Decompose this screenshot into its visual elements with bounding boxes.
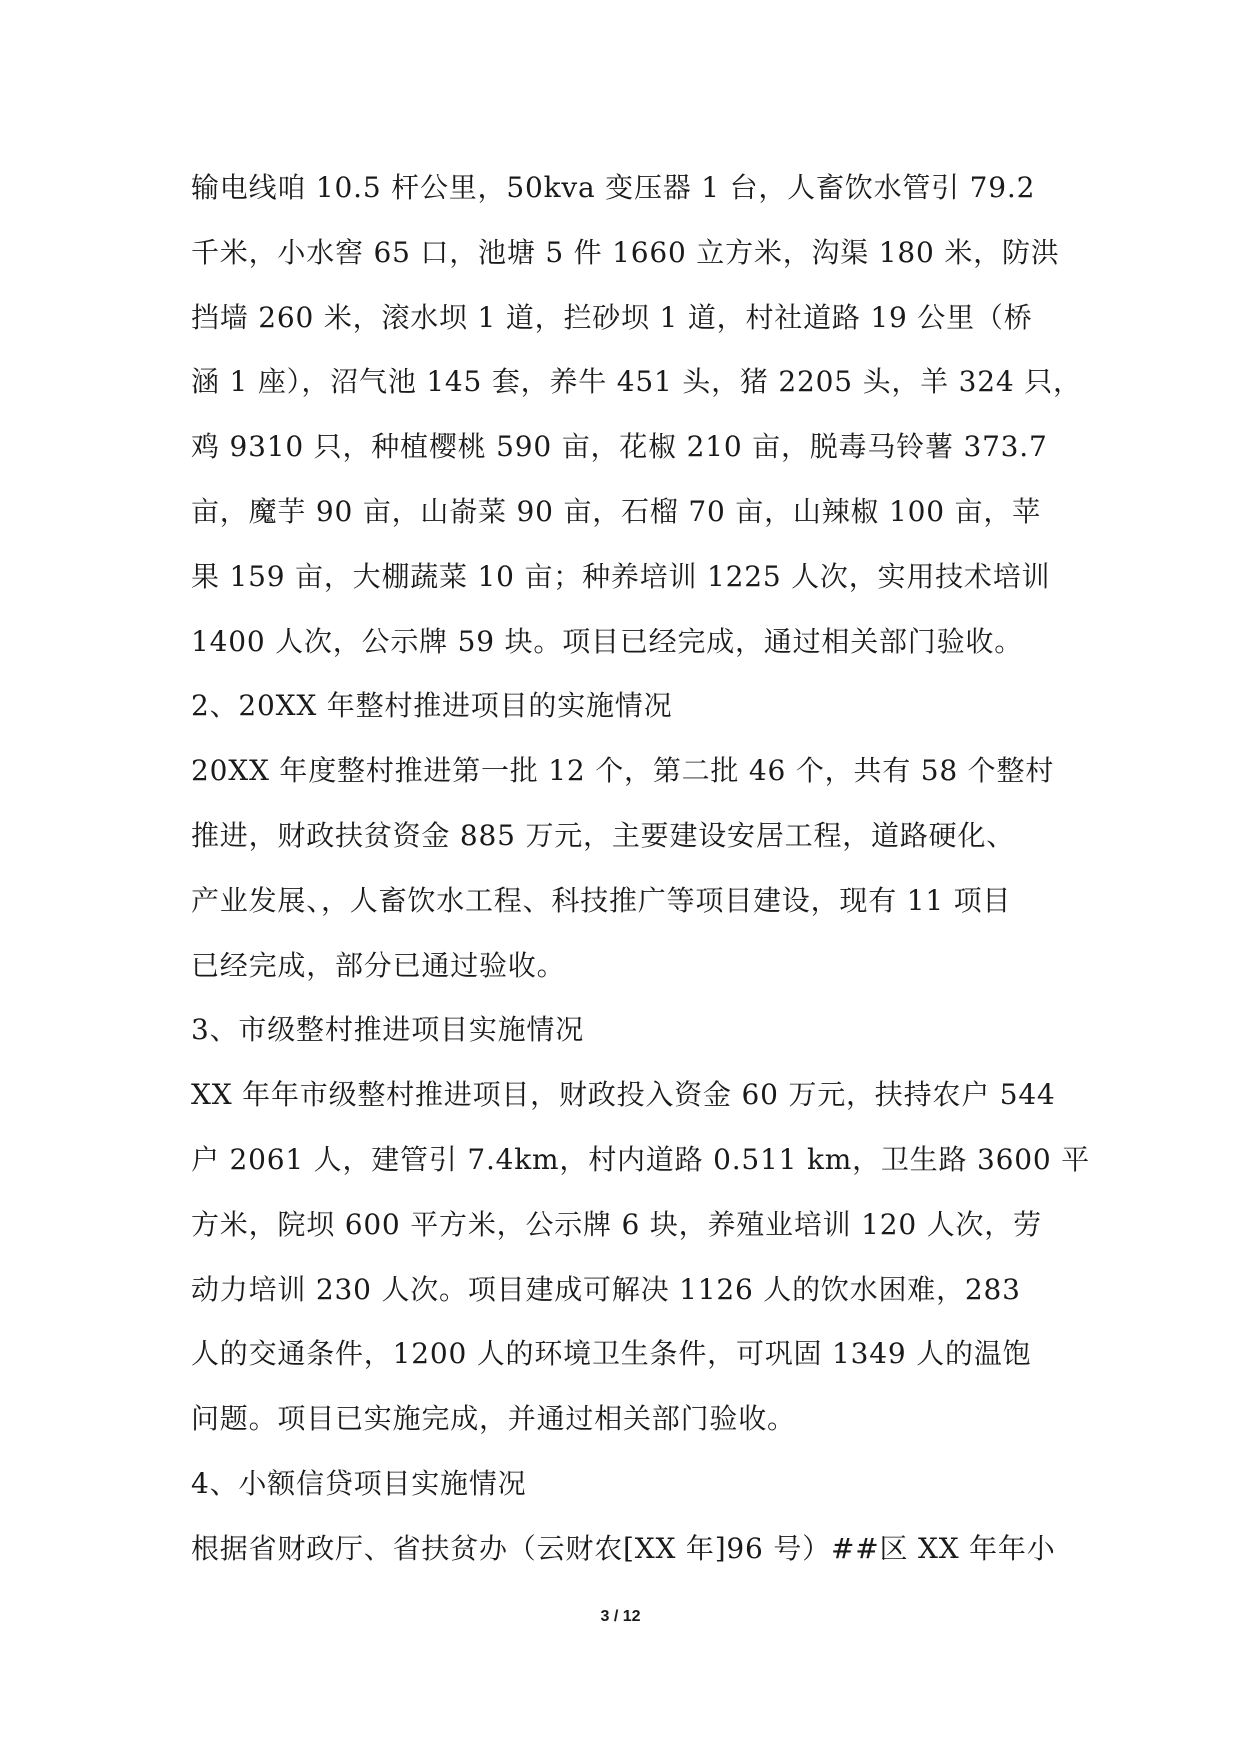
body-line-12: 产业发展、，人畜饮水工程、科技推广等项目建设，现有 11 项目 — [191, 883, 1012, 917]
body-line-6: 亩，魔芋 90 亩，山嵛菜 90 亩，石榴 70 亩，山辣椒 100 亩，苹 — [191, 494, 1041, 528]
body-line-19: 人的交通条件，1200 人的环境卫生条件，可巩固 1349 人的温饱 — [191, 1337, 1032, 1371]
body-line-4: 涵 1 座），沼气池 145 套，养牛 451 头，猪 2205 头，羊 324 只， — [191, 365, 1082, 399]
section-heading-3: 3、市级整村推进项目实施情况 — [191, 1013, 585, 1047]
body-line-10: 20XX 年度整村推进第一批 12 个，第二批 46 个，共有 58 个整村 — [191, 754, 1055, 788]
body-line-13: 已经完成，部分已通过验收。 — [191, 948, 566, 982]
body-line-1: 输电线咱 10.5 杆公里，50kva 变压器 1 台，人畜饮水管引 79.2 — [191, 171, 1036, 204]
body-line-16: 户 2061 人，建管引 7.4km，村内道路 0.511 km，卫生路 3600 平 — [191, 1142, 1090, 1176]
page-number: 3 / 12 — [600, 1608, 641, 1625]
body-line-22: 根据省财政厅、省扶贫办（云财农[XX 年]96 号）##区 XX 年年小 — [191, 1531, 1056, 1565]
body-line-17: 方米，院坝 600 平方米，公示牌 6 块，养殖业培训 120 人次，劳 — [191, 1207, 1042, 1241]
body-line-2: 千米，小水窖 65 口，池塘 5 件 1660 立方米，沟渠 180 米，防洪 — [191, 235, 1060, 269]
section-heading-4: 4、小额信贷项目实施情况 — [191, 1466, 527, 1500]
document-body — [191, 156, 1090, 1582]
body-line-11: 推进，财政扶贫资金 885 万元，主要建设安居工程，道路硬化、 — [191, 818, 1016, 852]
body-line-8: 1400 人次，公示牌 59 块。项目已经完成，通过相关部门验收。 — [191, 624, 1023, 658]
body-line-18: 动力培训 230 人次。项目建成可解决 1126 人的饮水困难，283 — [191, 1272, 1021, 1306]
body-line-15: XX 年年市级整村推进项目，财政投入资金 60 万元，扶持农户 544 — [191, 1078, 1056, 1112]
body-line-7: 果 159 亩，大棚蔬菜 10 亩；种养培训 1225 人次，实用技术培训 — [191, 559, 1051, 593]
body-line-20: 问题。项目已实施完成，并通过相关部门验收。 — [191, 1402, 796, 1436]
body-line-5: 鸡 9310 只，种植樱桃 590 亩，花椒 210 亩，脱毒马铃薯 373.7 — [191, 430, 1048, 464]
body-line-3: 挡墙 260 米，滚水坝 1 道，拦砂坝 1 道，村社道路 19 公里（桥 — [191, 300, 1033, 334]
section-heading-2: 2、20XX 年整村推进项目的实施情况 — [191, 689, 673, 723]
